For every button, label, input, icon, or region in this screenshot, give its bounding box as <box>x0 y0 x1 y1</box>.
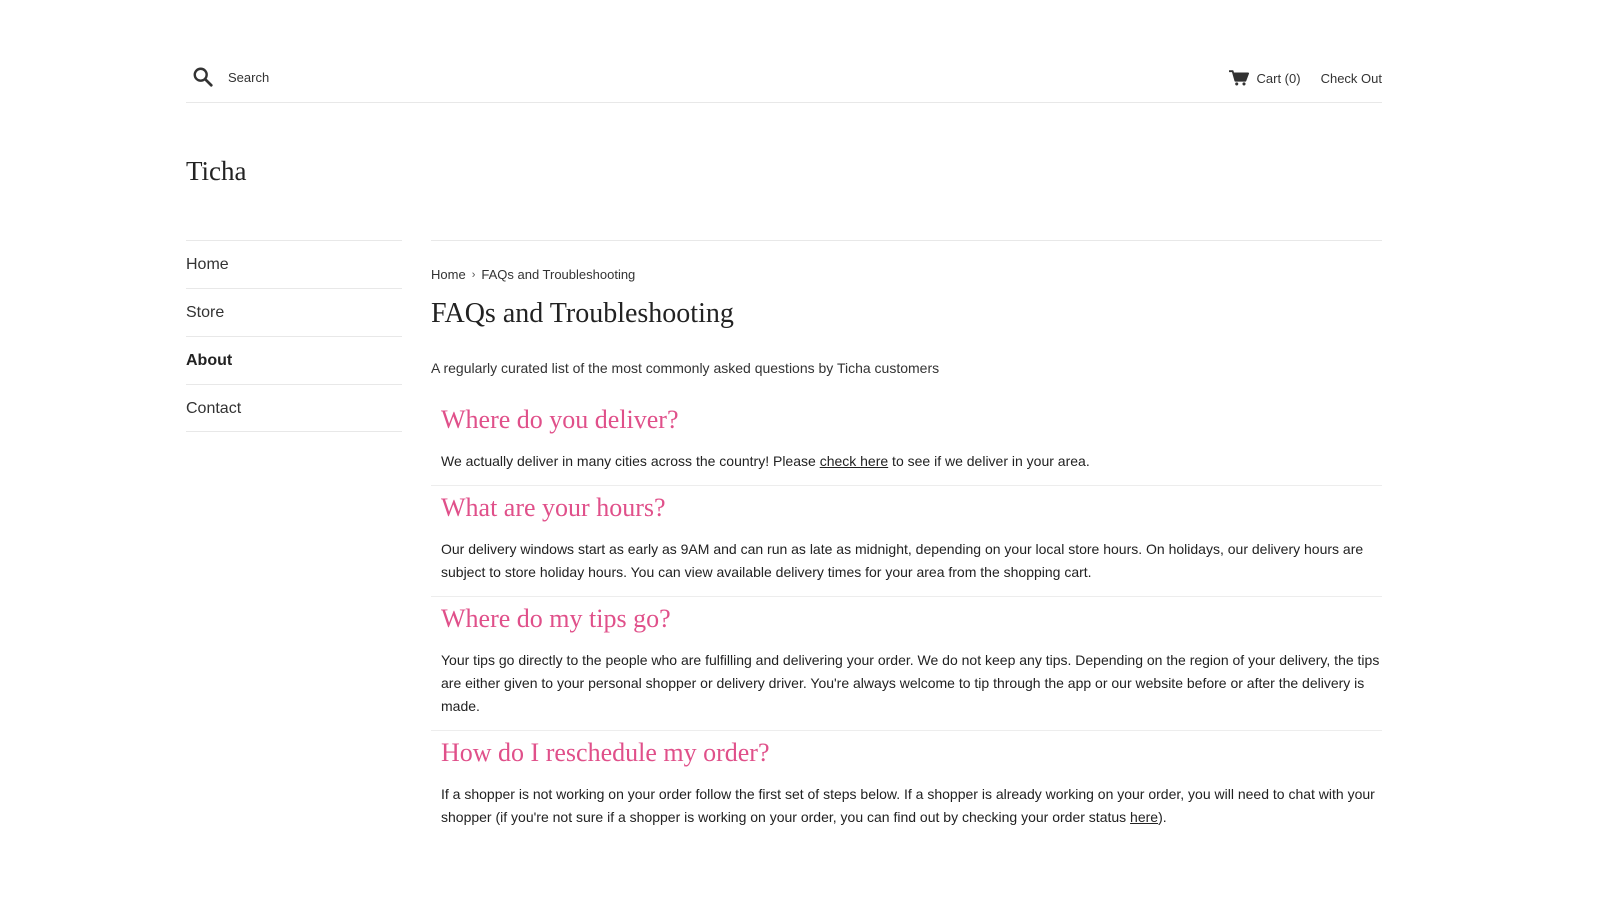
faq-question: Where do my tips go? <box>441 604 671 633</box>
page-intro: A regularly curated list of the most commonly asked questions by Ticha customers <box>431 360 940 376</box>
search-input[interactable] <box>228 70 528 85</box>
main-content <box>431 240 1382 836</box>
breadcrumb <box>431 267 1382 282</box>
faq-answer: Our delivery windows start as early as 9AM and can run as late as midnight, depending on your local store hours. On holidays, our delivery hours are subject to store holiday hours. You can view available delivery times for your area from the shopping cart. <box>441 541 1364 580</box>
sidebar-nav <box>186 240 402 432</box>
faq-item <box>431 486 1382 597</box>
check-here-link[interactable]: check here <box>819 453 889 469</box>
faq-question: How do I reschedule my order? <box>441 738 770 767</box>
breadcrumb-current: FAQs and Troubleshooting <box>481 267 636 282</box>
search-form <box>192 66 528 88</box>
faq-item <box>431 731 1382 836</box>
sidebar-item-home[interactable]: Home <box>186 240 402 288</box>
faq-answer-text: to see if we deliver in your area. <box>888 453 1090 469</box>
faq-question: What are your hours? <box>441 493 666 522</box>
faq-item <box>431 597 1382 731</box>
faq-answer <box>441 783 1382 829</box>
top-bar <box>186 60 1382 103</box>
site-logo[interactable]: Ticha <box>186 156 247 186</box>
sidebar-item-about[interactable]: About <box>186 336 402 384</box>
faq-answer: Your tips go directly to the people who are fulfilling and delivering your order. We do not keep any tips. Depending on the region of your delivery, the tips are either given to your personal shopper or delivery driver. You're always welcome to tip through the app or our website before or after the delivery is made. <box>441 652 1380 714</box>
page-title: FAQs and Troubleshooting <box>431 298 734 329</box>
order-status-link[interactable]: here <box>1130 809 1159 825</box>
cart-icon <box>1229 69 1249 87</box>
checkout-link[interactable]: Check Out <box>1320 70 1382 86</box>
sidebar-item-contact[interactable]: Contact <box>186 384 402 432</box>
faq-item <box>431 398 1382 486</box>
faq-answer-text: ). <box>1158 809 1167 825</box>
sidebar-item-store[interactable]: Store <box>186 288 402 336</box>
faq-answer-text: If a shopper is not working on your order follow the first set of steps below. If a shopper is already working on your order, you will need to chat with your shopper (if you're not sure if a shopper is working on your order, you can find out by checking your order status <box>441 786 1375 825</box>
cart-area <box>1229 69 1382 87</box>
cart-label: Cart (0) <box>1256 70 1301 86</box>
faq-answer-text: We actually deliver in many cities across the country! Please <box>441 453 820 469</box>
search-icon[interactable] <box>192 66 214 88</box>
breadcrumb-home-link[interactable]: Home <box>431 267 466 282</box>
breadcrumb-separator: › <box>471 268 476 281</box>
cart-link[interactable] <box>1229 69 1301 87</box>
faq-question: Where do you deliver? <box>441 405 679 434</box>
faq-answer <box>441 450 1382 473</box>
